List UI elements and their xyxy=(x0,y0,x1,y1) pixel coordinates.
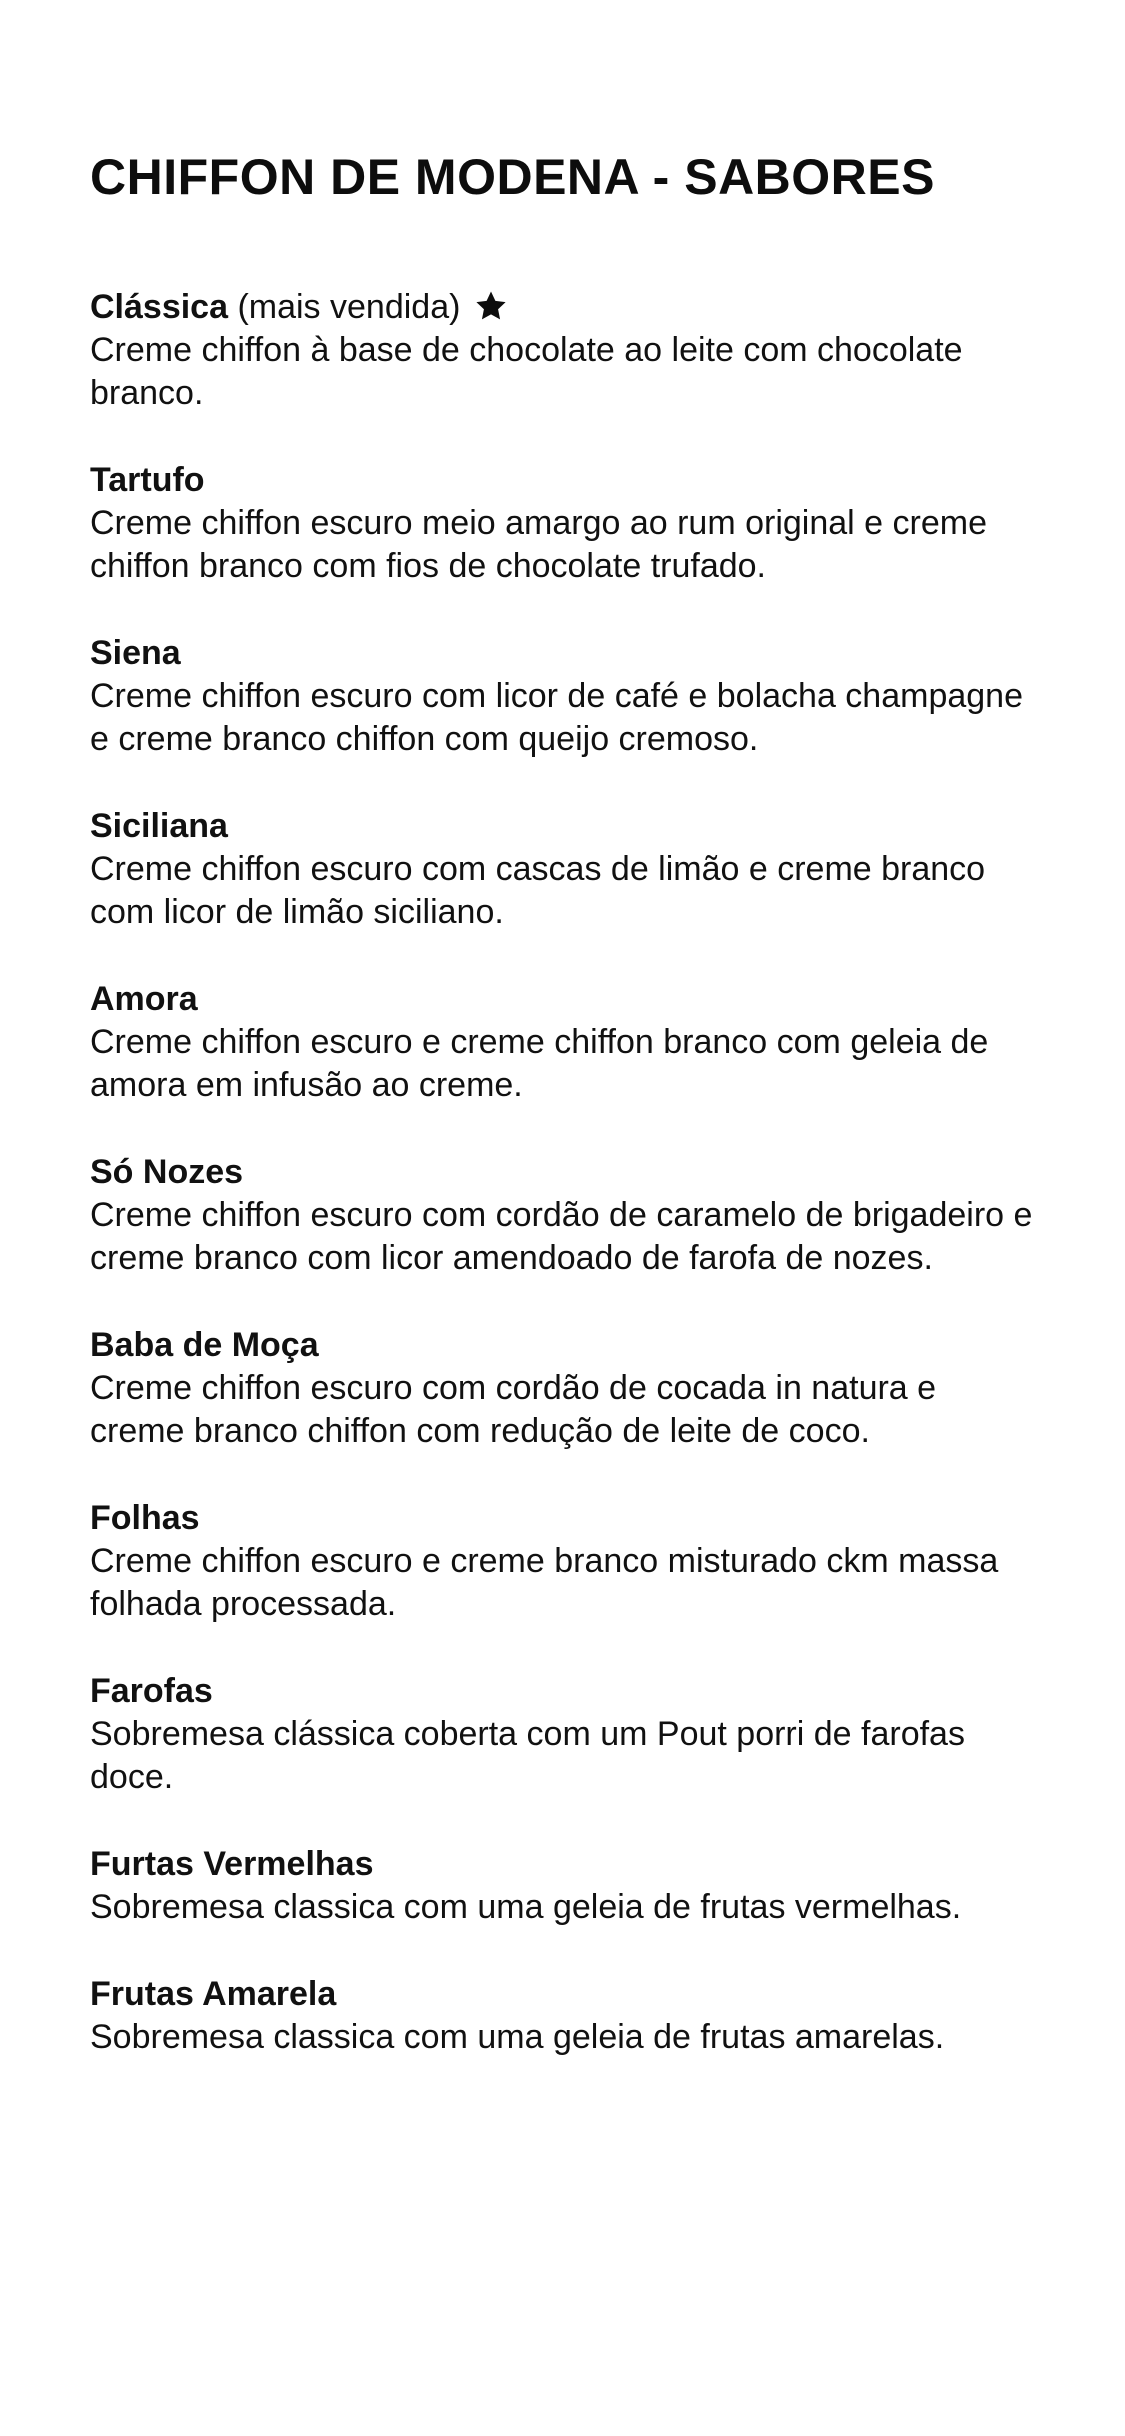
flavor-heading xyxy=(90,1324,1035,1367)
flavor-name: Folhas xyxy=(90,1499,200,1537)
flavor-item-siena xyxy=(90,632,1035,761)
flavor-list xyxy=(90,286,1035,2059)
flavor-item-classica xyxy=(90,286,1035,415)
flavor-name: Só Nozes xyxy=(90,1153,244,1191)
flavor-description: Sobremesa classica com uma geleia de frutas amarelas. xyxy=(90,2018,945,2056)
flavor-name: Baba de Moça xyxy=(90,1326,319,1364)
flavor-name: Amora xyxy=(90,980,198,1018)
flavor-heading xyxy=(90,459,1035,502)
flavor-item-frutas-vermelhas xyxy=(90,1843,1035,1929)
flavor-item-farofas xyxy=(90,1670,1035,1799)
flavor-description: Creme chiffon à base de chocolate ao leite com chocolate branco. xyxy=(90,331,963,412)
flavor-heading xyxy=(90,1973,1035,2016)
flavor-heading xyxy=(90,1151,1035,1194)
flavor-description: Creme chiffon escuro com licor de café e bolacha champagne e creme branco chiffon com queijo cremoso. xyxy=(90,677,1023,758)
page-title: CHIFFON DE MODENA - SABORES xyxy=(90,149,935,205)
flavor-description: Creme chiffon escuro com cordão de caramelo de brigadeiro e creme branco com licor amendoado de farofa de nozes. xyxy=(90,1196,1033,1277)
flavor-heading xyxy=(90,1670,1035,1713)
flavor-item-tartufo xyxy=(90,459,1035,588)
flavor-description: Creme chiffon escuro e creme branco misturado ckm massa folhada processada. xyxy=(90,1542,999,1623)
flavor-item-frutas-amarela xyxy=(90,1973,1035,2059)
flavor-item-siciliana xyxy=(90,805,1035,934)
flavor-item-so-nozes xyxy=(90,1151,1035,1280)
flavor-item-folhas xyxy=(90,1497,1035,1626)
flavor-description: Creme chiffon escuro meio amargo ao rum original e creme chiffon branco com fios de chocolate trufado. xyxy=(90,504,987,585)
flavor-item-baba-de-moca xyxy=(90,1324,1035,1453)
flavor-name: Tartufo xyxy=(90,461,205,499)
flavor-heading xyxy=(90,1497,1035,1540)
flavor-heading xyxy=(90,632,1035,675)
flavor-name: Farofas xyxy=(90,1672,213,1710)
flavor-description: Creme chiffon escuro com cascas de limão e creme branco com licor de limão siciliano. xyxy=(90,850,986,931)
flavor-heading xyxy=(90,286,1035,329)
flavor-heading xyxy=(90,1843,1035,1886)
flavor-description: Sobremesa clássica coberta com um Pout porri de farofas doce. xyxy=(90,1715,965,1796)
flavor-description: Creme chiffon escuro com cordão de cocada in natura e creme branco chiffon com redução de leite de coco. xyxy=(90,1369,937,1450)
flavor-heading xyxy=(90,978,1035,1021)
flavor-description: Sobremesa classica com uma geleia de frutas vermelhas. xyxy=(90,1888,962,1926)
flavor-name: Clássica xyxy=(90,288,228,326)
flavor-heading xyxy=(90,805,1035,848)
flavor-name: Frutas Amarela xyxy=(90,1975,337,2013)
star-icon xyxy=(474,289,508,323)
best-seller-note: (mais vendida) xyxy=(237,288,461,326)
flavor-item-amora xyxy=(90,978,1035,1107)
flavor-name: Siena xyxy=(90,634,181,672)
flavor-name: Furtas Vermelhas xyxy=(90,1845,374,1883)
flavor-description: Creme chiffon escuro e creme chiffon branco com geleia de amora em infusão ao creme. xyxy=(90,1023,989,1104)
flavor-name: Siciliana xyxy=(90,807,228,845)
